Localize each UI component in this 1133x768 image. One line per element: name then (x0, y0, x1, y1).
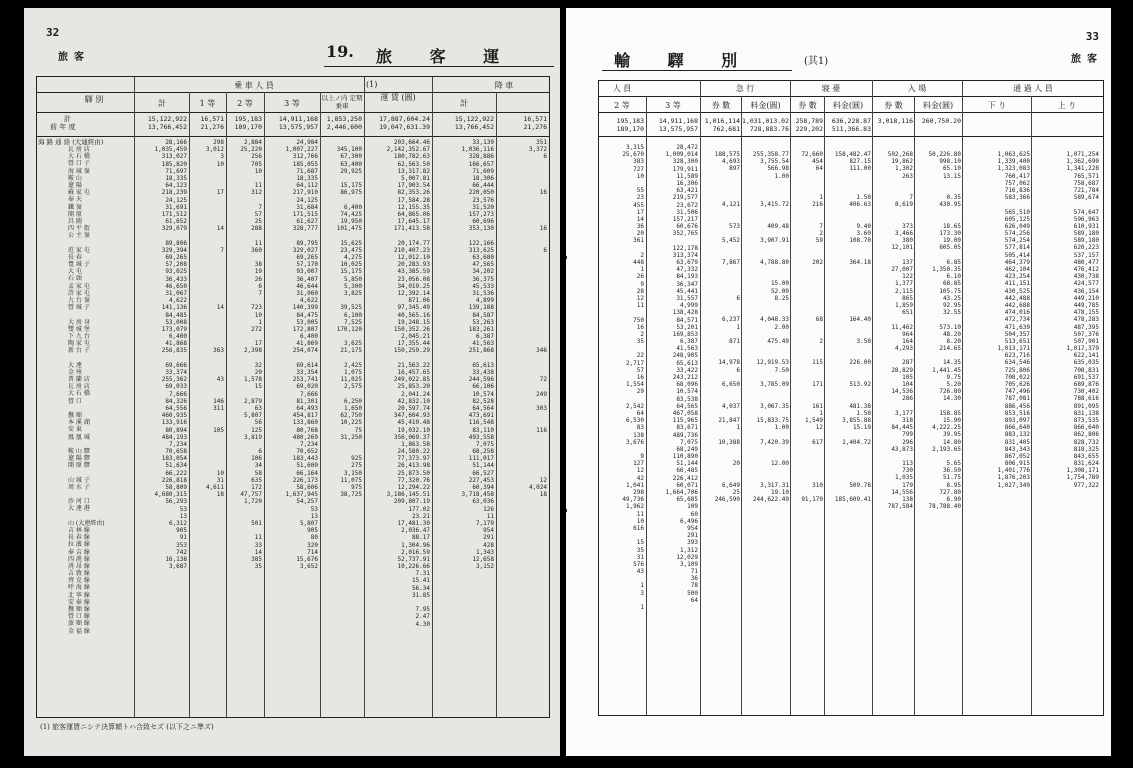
title-underline (324, 66, 554, 67)
header-divider-2 (598, 112, 1104, 113)
header-divider-1 (36, 92, 550, 93)
page-title: 輸 驛 別 (614, 51, 754, 70)
station-names: 瓦 房 店 大 石 橋 營 口 子 海 城 嶺 鞍 山 遼 陽 蘇 家 屯 奉 天 鐵 嶺 開 原 昌 圖 四 平 街 公 主 嶺 范 家 屯 長 春 寬 城 子 大 屯 石 頭 孟 家 屯 許 家 屯 九 台 嶺 營 城 子 大 房 身 雙 城 堡 下 九 台 陶 家 屯 新 台 子 大 連 金 州 普 蘭 店 瓦 房 店 大 石 橋 營 口 撫 順 本 溪 湖 安 東 鳳 凰 城 鞍 山 驛 遼 陽 驛 開 原 驛 山 城 子 周 水 子 沙 河 口 大 連 港 山 (大連經由) 吉 林 線 長 春 線 拉 濱 線 奉 吉 線 四 洮 線 洮 昂 線 吉 敦 線 齊 克 線 呼 海 線 北 寧 線 安 奉 線 撫 順 線 營 口 線 旅 順 線 金 福 線 (68, 146, 105, 635)
footnote: (1) 旅客運賃ニシテ決算額トハ合致セズ (以下之ニ準ズ) (40, 723, 214, 731)
data-column: 188,575 4,693 897 4,121 573 5,452 7,867 6 6,237 1 871 14,978 6 6,650 4,037 21,847 1 10,388 20 6,649 25 246,590 (714, 151, 740, 503)
sub-header: 上 り (1057, 101, 1077, 110)
people-header: 人 員 (612, 84, 632, 93)
binding-hole (562, 255, 567, 260)
data-column-third: 24,984 1,007,227 312,766 185,055 71,687 18,335 64,112 217,910 24,125 31,684 171,515 61,627 328,777 89,795 329,027 69,265 57,170 93,007 36,407 46,644 31,060 4,622 140,399 84,475 53,005 172,807 6,400 41,869 254,074 69,614 33,354 253,741 69,020 7,666 81,301 64,493 454,817 133,860 80,768 480,269 7,234 70,652 183,443 51,600 66,164 226,173 58,606 1,637,945 54,257 53 13 5,807 905 80 320 714 15,676 3,652 (285, 139, 318, 571)
sub-header-alight-total: 計 (460, 99, 468, 108)
prev-cell: 21,276 (200, 123, 224, 131)
header-divider-2 (36, 112, 550, 113)
sub-header: 券 數 (711, 101, 731, 110)
sub-header-first-class: 1 等 (199, 99, 216, 108)
totals-divider (598, 136, 1104, 137)
sub-header: 2 等 (614, 101, 630, 110)
sub-header: 下 り (987, 101, 1007, 110)
total-cell: 16,571 (523, 115, 547, 123)
prev-cell: 21,276 (523, 123, 547, 131)
station-header: 驛 別 (84, 95, 104, 104)
fare-mark: (1) (366, 80, 378, 89)
data-column-alight-first: 351 3,372 6 16 16 6 346 72 249 303 116 12 4,024 18 (528, 139, 547, 499)
title-number: 19. (326, 42, 354, 61)
express-header: 急 行 (735, 84, 755, 93)
data-column: 502,268 19,862 1,302 263 7 8,619 373 3,466 380 12,101 137 27,007 122 1,377 2,115 865 1,859 651 11,462 964 164 4,293 287 28,829 105 104 14,536 286 3,177 318 84,445 799 296 43,873 113 730 1,035 179 14,556 138 787,584 (887, 151, 913, 511)
data-column: 158,482.47 827.15 111.00 1.50 406.63 9.40 3.60 108.70 364.18 164.40 3.50 226.00 513.92 481.38 1.50 3,855.88 15.19 1,404.72 509.78 185,609.41 (834, 151, 871, 503)
total-cell: 14,911,168 (278, 115, 318, 123)
data-column-alight: 33,139 1,036,116 328,886 166,657 71,609 18,306 66,444 220,050 23,576 31,520 157,273 60,696 353,130 122,166 313,625 63,680 47,565 34,202 36,375 45,533 31,536 4,899 139,188 84,587 53,263 183,261 6,387 41,563 251,868 65,613 33,438 244,596 66,106 10,574 82,528 64,564 473,691 116,548 83,110 493,558 7,075 68,258 111,017 51,144 66,527 227,453 60,394 3,718,458 63,036 126 11 7,179 954 291 428 1,343 12,658 3,152 (461, 139, 494, 571)
sub-header-third-class: 3 等 (284, 99, 300, 108)
platform-header: 入 場 (907, 84, 927, 93)
prev-cell: 13,766,452 (454, 123, 494, 131)
data-column: 255,358.77 3,755.54 566.98 1.00 3,415.72 409.48 3,907.91 4,788.80 15.00 52.00 8.25 4,048.33 2.00 475.49 12,919.53 7.50 3,785.09 3,067.35 15,833.75 1.00 7,420.39 12.00 3,317.31 19.10 244,622.49 (752, 151, 789, 503)
sub-header-total: 計 (158, 99, 166, 108)
line-name: 海 路 通 絡 (大連經由) (38, 138, 104, 146)
title-underline (602, 70, 792, 71)
left-page (24, 8, 560, 756)
data-column: 3,315 25,670 383 727 10 55 23 455 17 14 36 20 361 2 448 1 26 9 28 12 11 750 16 2 35 22 2,717 57 16 1,554 29 2,542 64 6,530 83 138 3,676 9 127 12 42 1,041 298 49,736 1,962 11 10 616 15 35 31 576 43 1 3 1 (622, 144, 644, 611)
page-number: 33 (1085, 30, 1099, 43)
data-column: 1,063,625 1,339,400 1,323,083 760,417 757,062 716,836 583,366 565,510 605,125 626,049 574,256 574,254 577,814 505,414 464,379 462,104 423,254 411,151 430,525 442,488 442,688 474,016 472,734 471,639 504,357 513,651 1,013,171 623,716 634,546 725,806 708,022 705,626 747,496 787,081 886,456 853,516 893,097 866,640 883,132 831,405 843,343 867,052 806,915 1,401,776 1,876,203 1,027,349 (997, 151, 1030, 489)
data-column-second: 2,884 25,220 256 705 10 11 312 7 57 25 288 11 360 38 19 26 6 7 723 10 1 272 17 2,398 32 20 1,578 15 2,879 63 5,807 56 125 3,819 6 106 34 58 635 172 47,757 1,720 501 11 33 14 385 35 (240, 139, 262, 571)
total-cell: 15,122,922 (147, 115, 187, 123)
boarding-group-header: 乗 車 人 員 (234, 81, 274, 90)
sub-header: 料金(圓) (832, 101, 864, 110)
data-column: 72,660 454 64 1 216 7 2 59 202 68 2 115 171 161 1 1,549 12 617 310 91,170 (801, 151, 823, 503)
prev-cell: 189,170 (234, 123, 262, 131)
prev-cell: 511,366.83 (831, 125, 871, 133)
prev-cell: 229,202 (795, 125, 823, 133)
prev-cell: 728,883.76 (749, 125, 789, 133)
prev-cell: 189,170 (616, 125, 644, 133)
sub-header-second-class: 2 等 (237, 99, 253, 108)
sleeper-header: 寢 臺 (821, 84, 841, 93)
sub-header-season: 以上ノ内 定期乗車 (321, 94, 363, 110)
sub-header: 3 等 (665, 101, 681, 110)
total-cell: 258,789 (795, 117, 823, 125)
total-cell: 3,018,116 (877, 117, 913, 125)
prev-cell: 19,047,631.39 (379, 123, 430, 131)
header-divider-1 (598, 96, 1104, 97)
data-column-season: 345,100 67,300 63,400 29,925 15,175 86,975 6,400 74,425 19,950 101,475 15,625 23,475 4,275 10,025 15,175 5,850 5,300 3,825 39,525 6,100 7,525 170,120 3,625 21,175 2,425 1,075 11,025 2,575 6,250 1,650 62,750 10,225 75 31,250 925 275 3,150 11,075 975 38,725 (336, 146, 362, 499)
sub-header: 料金(圓) (750, 101, 781, 110)
sub-header: 券 數 (884, 101, 903, 110)
total-cell: 636,228.87 (831, 117, 871, 125)
binding-hole (562, 508, 567, 513)
page-title: 旅 客 運 (376, 47, 516, 66)
col-divider (872, 80, 873, 715)
prev-cell: 762,681 (712, 125, 740, 133)
prev-cell: 2,446,600 (326, 123, 362, 131)
total-cell: 1,853,250 (326, 115, 362, 123)
prev-cell: 13,766,452 (147, 123, 187, 131)
col-divider (646, 96, 647, 715)
corner-label: 旅 客 (58, 52, 85, 63)
totals-divider (36, 136, 550, 137)
prev-year-label: 前 年 度 (50, 123, 76, 131)
total-cell: 195,183 (616, 117, 644, 125)
col-divider (962, 80, 963, 715)
fare-header: 運 賃 (圓) (380, 93, 416, 102)
total-cell: 15,122,922 (454, 115, 494, 123)
total-cell: 14,911,168 (658, 117, 698, 125)
data-column-first: 298 3,012 3 10 17 14 7 14 363 43 146 311 105 10 31 4,611 18 (205, 139, 224, 499)
right-page (566, 8, 1111, 756)
total-cell: 260,750.20 (921, 117, 961, 125)
total-cell: 16,571 (200, 115, 224, 123)
sub-header: 料金(圓) (922, 101, 954, 110)
page-number: 32 (46, 26, 60, 39)
col-divider (790, 80, 791, 715)
total-cell: 17,887,604.24 (379, 115, 430, 123)
total-cell: 1,031,013.02 (742, 117, 789, 125)
data-column-fare: 203,664.46 2,142,352.67 180,782.63 62,563.50 13,317.82 5,007.81 17,903.54 82,353.26 17,584.28 12,155.35 64,865.06 17,645.17 171,413.58 20,174.77 210,407.23 12,012.10 20,283.93 43,385.59 23,056.08 34,019.25 12,392.14 871.06 97,345.49 40,565.16 19,248.15 150,352.26 2,045.21 17,355.44 150,259.29 21,563.22 16,457.65 249,022.85 25,853.20 2,041.24 42,832.10 20,597.74 347,604.93 45,410.48 19,032.10 356,069.37 1,863.58 24,580.22 77,373.97 26,413.98 25,873.50 77,320.76 12,294.22 3,186,145.51 209,807.19 177.02 23.21 17,481.30 2,036.47 88.17 1,304.96 2,016.59 52,737.91 10,226.66 7.31 15.41 56.34 31.85 7.95 2.47 4.30 (386, 139, 430, 628)
data-column: 28,472 1,009,014 328,300 179,911 11,589 16,306 63,421 219,577 23,672 31,506 157,217 60,676 352,765 122,178 313,374 63,679 47,332 84,193 36,347 45,441 31,557 4,999 138,428 84,571 53,201 169,853 6,387 41,563 248,905 65,613 33,422 243,212 68,096 10,574 83,538 64,565 467,058 115,965 83,671 489,736 7,075 68,249 110,890 51,144 66,485 226,412 60,071 1,664,706 65,685 109 60 6,496 954 291 393 1,312 12,029 3,109 71 36 78 500 64 (665, 144, 698, 604)
title-suffix: (其1) (804, 56, 829, 67)
prev-cell: 13,575,957 (278, 123, 318, 131)
data-column: 50,226.80 998.10 65.10 13.15 0.35 430.95 18.65 173.30 19.00 605.05 6.85 1,350.35 6.10 68.85 105.75 43.25 92.95 32.55 573.10 48.20 8.20 214.65 14.35 1,441.45 9.75 5.20 726.80 14.30 158.85 15.90 4,222.25 39.95 14.80 2,193.65 5.65 36.50 51.75 8.95 727.80 6.90 78,788.40 (928, 151, 961, 511)
data-column: 1,071,254 1,362,690 1,341,228 765,571 758,687 721,784 589,674 574,647 596,963 610,931 589,180 589,180 620,223 537,157 480,477 476,412 430,738 424,577 436,154 449,210 449,785 478,155 478,283 487,395 507,376 507,901 1,017,379 622,141 635,035 708,831 691,537 689,876 730,402 788,616 891,095 831,138 873,535 866,640 862,806 828,732 818,325 843,655 831,624 1,308,171 1,754,789 977,322 (1066, 151, 1099, 489)
alighting-group-header: 降 車 (494, 81, 514, 90)
total-cell: 195,183 (234, 115, 262, 123)
col-divider (1031, 96, 1032, 715)
corner-label: 旅 客 (1070, 54, 1097, 65)
data-column-total: 28,166 1,035,459 313,027 185,820 71,697 18,335 64,123 218,239 24,125 31,691 171,512 61,652 329,079 89,806 329,394 69,265 57,208 93,025 36,433 46,650 31,067 4,622 141,136 84,485 53,008 173,079 6,400 41,868 256,835 69,666 33,374 255,362 69,033 7,666 84,326 64,556 460,935 133,916 80,894 484,193 7,234 70,658 183,054 51,634 66,222 226,818 58,809 4,680,315 56,293 53 13 6,312 905 91 353 742 16,138 3,687 (154, 139, 187, 571)
col-divider (700, 80, 701, 715)
prev-cell: 13,575,957 (658, 125, 698, 133)
total-cell: 1,016,114 (704, 117, 740, 125)
sub-header: 券 數 (798, 101, 817, 110)
transit-header: 通 過 人 員 (1013, 84, 1053, 93)
total-label: 計 (64, 115, 71, 123)
